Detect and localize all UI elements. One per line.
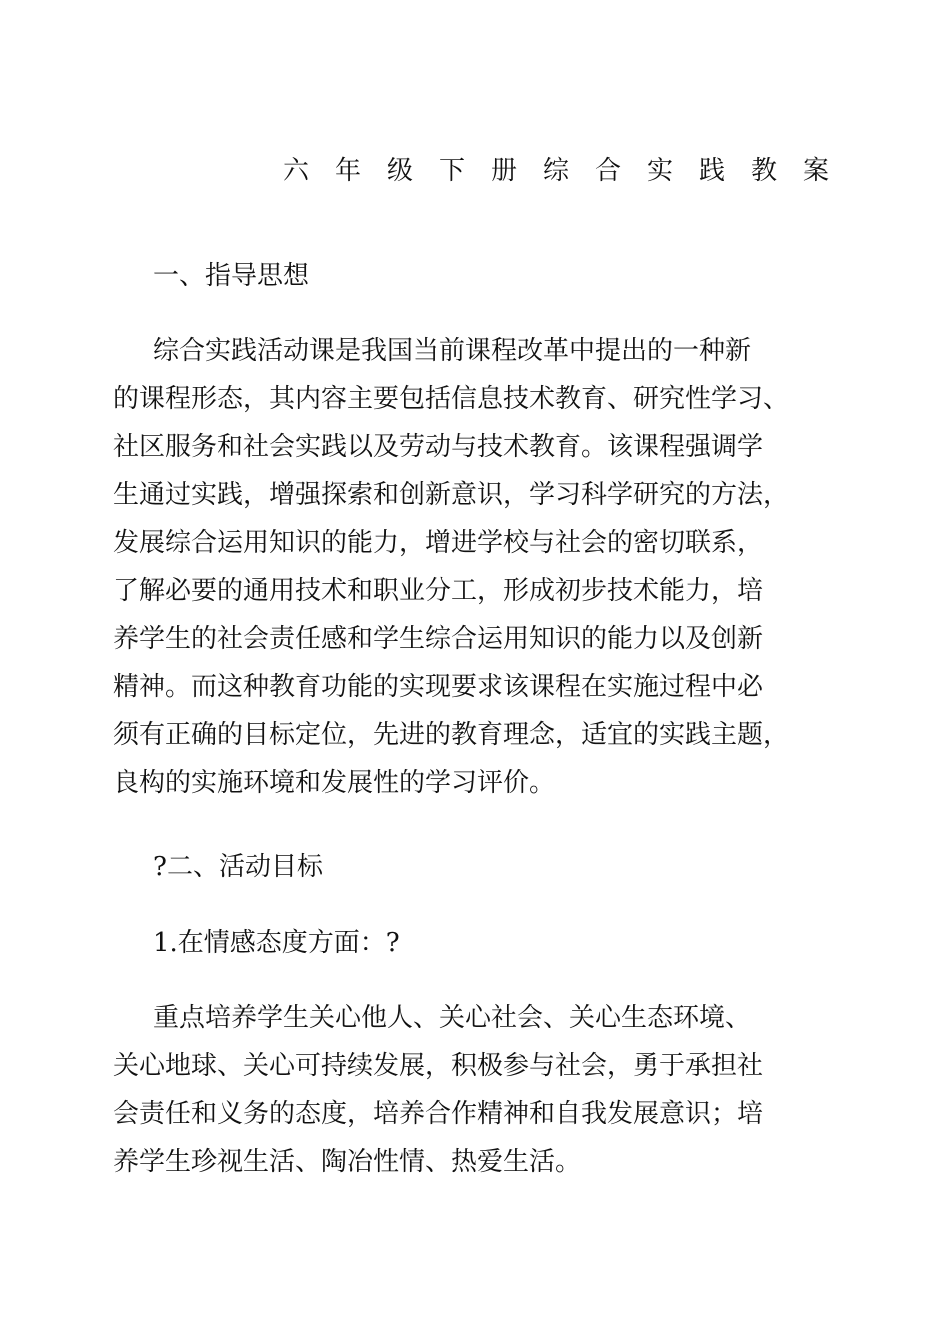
paragraph-line: 养学生的社会责任感和学生综合运用知识的能力以及创新 [113,624,764,654]
paragraph-line: 良构的实施环境和发展性的学习评价。 [113,768,556,798]
paragraph-line: 养学生珍视生活、陶冶性情、热爱生活。 [113,1147,582,1177]
paragraph-line: 社区服务和社会实践以及劳动与技术教育。该课程强调学 [113,432,764,462]
paragraph-line: 关心地球、关心可持续发展，积极参与社会，勇于承担社 [113,1051,764,1081]
subsection-heading-emotional-attitude: 1.在情感态度方面：? [153,928,400,958]
paragraph-line: 会责任和义务的态度，培养合作精神和自我发展意识；培 [113,1099,764,1129]
section-heading-guiding-ideas: 一、指导思想 [153,261,310,291]
paragraph-line: 发展综合运用知识的能力，增进学校与社会的密切联系， [113,528,764,558]
paragraph-line: 的课程形态，其内容主要包括信息技术教育、研究性学习、 [113,384,790,414]
paragraph-line: 重点培养学生关心他人、关心社会、关心生态环境、 [153,1003,752,1033]
paragraph-line: 生通过实践，增强探索和创新意识，学习科学研究的方法， [113,480,790,510]
paragraph-line: 综合实践活动课是我国当前课程改革中提出的一种新 [153,336,752,366]
section-heading-activity-goals: ?二、活动目标 [153,852,323,882]
paragraph-line: 须有正确的目标定位，先进的教育理念，适宜的实践主题， [113,720,790,750]
paragraph-line: 精神。而这种教育功能的实现要求该课程在实施过程中必 [113,672,764,702]
paragraph-line: 了解必要的通用技术和职业分工，形成初步技术能力，培 [113,576,764,606]
document-title: 六年级下册综合实践教案 [283,156,856,186]
